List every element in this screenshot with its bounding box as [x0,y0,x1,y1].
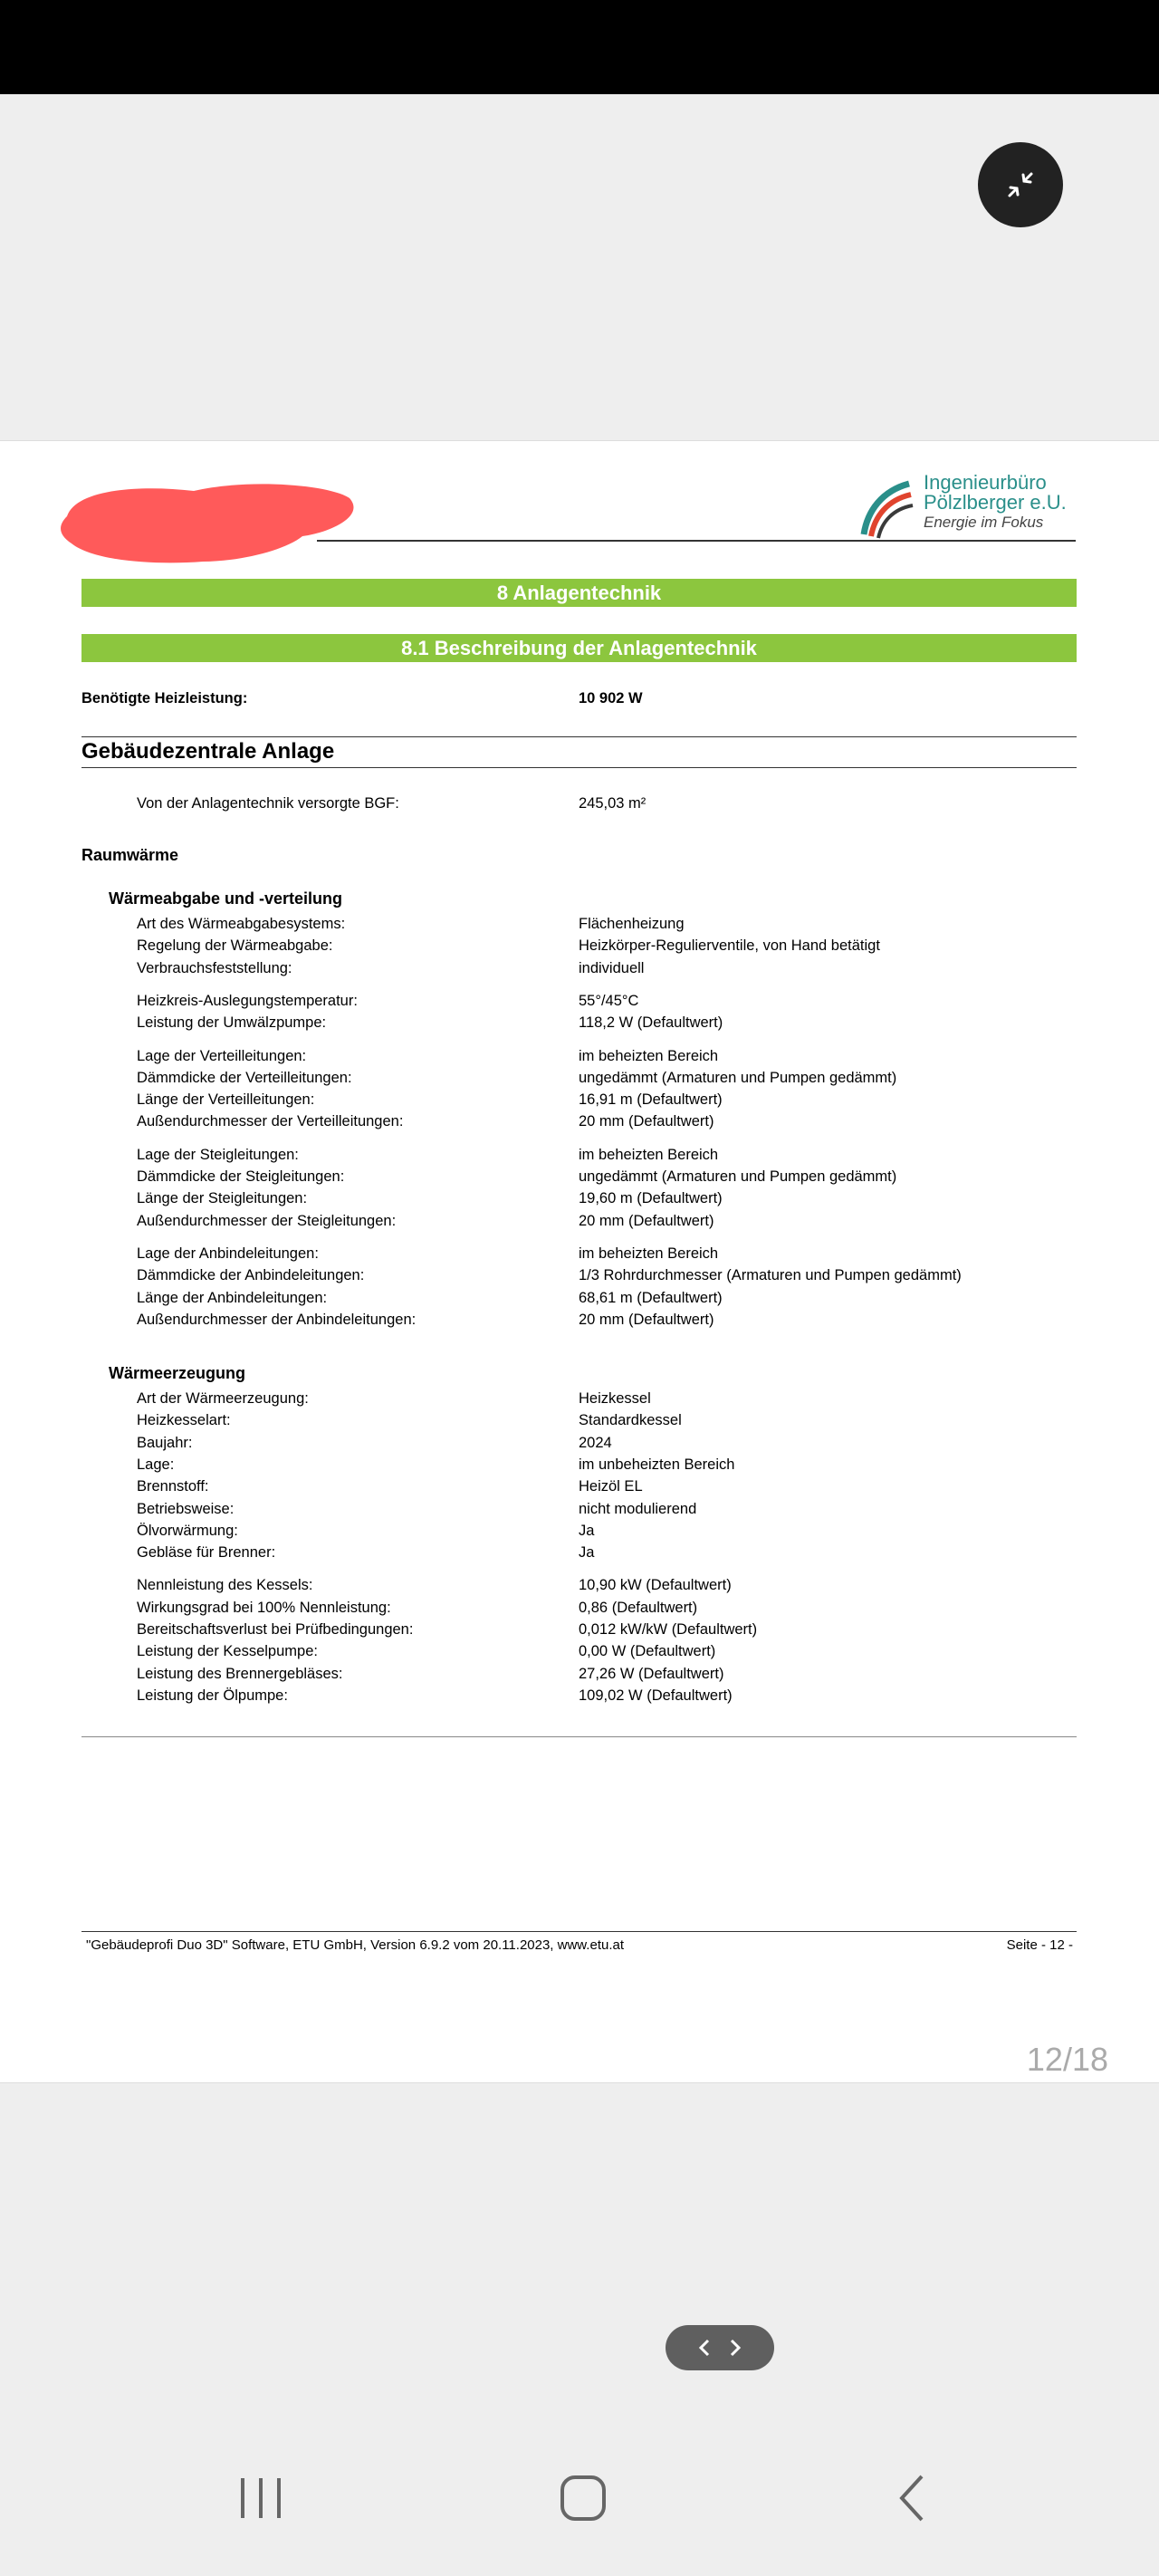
row-value: 0,00 W (Defaultwert) [579,1643,716,1660]
row-value: 16,91 m (Defaultwert) [579,1091,723,1109]
section-title: 8 Anlagentechnik [81,579,1077,607]
row-value: 20 mm (Defaultwert) [579,1212,714,1229]
raumwaerme-heading: Raumwärme [81,846,179,864]
row-label: Außendurchmesser der Steigleitungen: [137,1212,397,1229]
subsection-title: 8.1 Beschreibung der Anlagentechnik [81,634,1077,662]
row-value: ungedämmt (Armaturen und Pumpen gedämmt) [579,1168,897,1185]
logo-line-2: Pölzlberger e.U. [924,491,1067,514]
row-value: ungedämmt (Armaturen und Pumpen gedämmt) [579,1069,897,1086]
distribution-heading: Wärmeabgabe und -verteilung [109,889,343,908]
row-value: Flächenheizung [579,916,685,932]
row-value: 0,012 kW/kW (Defaultwert) [579,1621,758,1638]
row-label: Bereitschaftsverlust bei Prüfbedingungen: [137,1621,414,1638]
footer-software: "Gebäudeprofi Duo 3D" Software, ETU GmbH, Version 6.9.2 vom 20.11.2023, www.etu.at [86,1937,625,1953]
row-label: Betriebsweise: [137,1500,235,1517]
row-label: Heizkreis-Auslegungstemperatur: [137,992,358,1009]
footer-rule [81,1931,1077,1932]
row-label: Außendurchmesser der Verteilleitungen: [137,1113,404,1130]
row-label: Nennleistung des Kessels: [137,1577,313,1594]
page-bottom-rule [81,1736,1077,1737]
divider [81,736,1077,737]
row-label: Leistung der Ölpumpe: [137,1687,288,1704]
collapse-button[interactable] [978,142,1063,227]
row-label: Heizkesselart: [137,1412,231,1429]
row-label: Art des Wärmeabgabesystems: [137,916,346,932]
row-value: Heizkörper-Regulierventile, von Hand betätigt [579,937,880,955]
logo-swoosh-icon [858,475,916,540]
row-value: 20 mm (Defaultwert) [579,1113,714,1130]
row-label: Leistung der Umwälzpumpe: [137,1014,327,1032]
chevron-right-icon[interactable] [728,2338,742,2358]
row-value: im beheizten Bereich [579,1047,719,1064]
generation-heading: Wärmeerzeugung [109,1364,246,1382]
header-rule [317,540,1076,542]
central-heading: Gebäudezentrale Anlage [81,739,335,764]
heat-load-value: 10 902 W [579,690,643,706]
row-label: Lage der Anbindeleitungen: [137,1245,319,1262]
row-value: Ja [579,1522,595,1539]
row-label: Art der Wärmeerzeugung: [137,1390,309,1407]
row-label: Wirkungsgrad bei 100% Nennleistung: [137,1599,391,1616]
row-value: Ja [579,1544,595,1562]
footer-page-number: Seite - 12 - [1006,1937,1073,1953]
heat-load-label: Benötigte Heizleistung: [81,690,248,706]
row-value: individuell [579,959,645,976]
row-label: Gebläse für Brenner: [137,1544,276,1562]
row-label: Lage: [137,1456,175,1473]
chevron-left-icon[interactable] [697,2338,712,2358]
row-value: 2024 [579,1434,612,1451]
redaction-mark [58,471,357,572]
row-value: Heizöl EL [579,1478,643,1495]
row-label: Baujahr: [137,1434,193,1451]
row-label: Lage der Steigleitungen: [137,1146,299,1163]
recent-apps-icon[interactable] [235,2473,286,2523]
bgf-label: Von der Anlagentechnik versorgte BGF: [137,795,399,812]
page-nav-pill[interactable] [666,2325,774,2370]
divider [81,767,1077,768]
row-label: Lage der Verteilleitungen: [137,1047,307,1064]
row-value: Heizkessel [579,1390,651,1407]
row-value: nicht modulierend [579,1500,697,1517]
row-value: 68,61 m (Defaultwert) [579,1289,723,1306]
row-value: im beheizten Bereich [579,1245,719,1262]
row-label: Länge der Verteilleitungen: [137,1091,315,1109]
logo-line-1: Ingenieurbüro [924,471,1047,494]
row-value: 27,26 W (Defaultwert) [579,1665,724,1682]
status-bar [0,0,1159,94]
company-logo [858,469,1085,542]
row-value: 118,2 W (Defaultwert) [579,1014,723,1032]
row-value: 19,60 m (Defaultwert) [579,1190,723,1207]
logo-tagline: Energie im Fokus [924,514,1044,531]
row-label: Verbrauchsfeststellung: [137,959,292,976]
row-label: Regelung der Wärmeabgabe: [137,937,333,955]
row-label: Dämmdicke der Verteilleitungen: [137,1069,352,1086]
back-icon[interactable] [887,2473,938,2523]
row-value: 10,90 kW (Defaultwert) [579,1577,732,1594]
row-label: Leistung der Kesselpumpe: [137,1643,318,1660]
row-label: Leistung des Brennergebläses: [137,1665,343,1682]
row-label: Länge der Anbindeleitungen: [137,1289,328,1306]
row-label: Dämmdicke der Anbindeleitungen: [137,1267,365,1284]
row-value: im beheizten Bereich [579,1146,719,1163]
collapse-arrows-icon [1002,167,1039,203]
row-value: im unbeheizten Bereich [579,1456,735,1473]
row-label: Brennstoff: [137,1478,209,1495]
row-value: 55°/45°C [579,992,639,1009]
row-value: 0,86 (Defaultwert) [579,1599,698,1616]
row-label: Außendurchmesser der Anbindeleitungen: [137,1311,417,1328]
row-label: Ölvorwärmung: [137,1522,238,1539]
page-indicator: 12/18 [1026,2041,1108,2078]
row-value: Standardkessel [579,1412,682,1429]
row-label: Länge der Steigleitungen: [137,1190,308,1207]
row-value: 109,02 W (Defaultwert) [579,1687,733,1704]
bgf-value: 245,03 m² [579,795,647,812]
row-label: Dämmdicke der Steigleitungen: [137,1168,345,1185]
home-icon[interactable] [558,2473,608,2523]
row-value: 1/3 Rohrdurchmesser (Armaturen und Pumpen gedämmt) [579,1267,962,1284]
row-value: 20 mm (Defaultwert) [579,1311,714,1328]
